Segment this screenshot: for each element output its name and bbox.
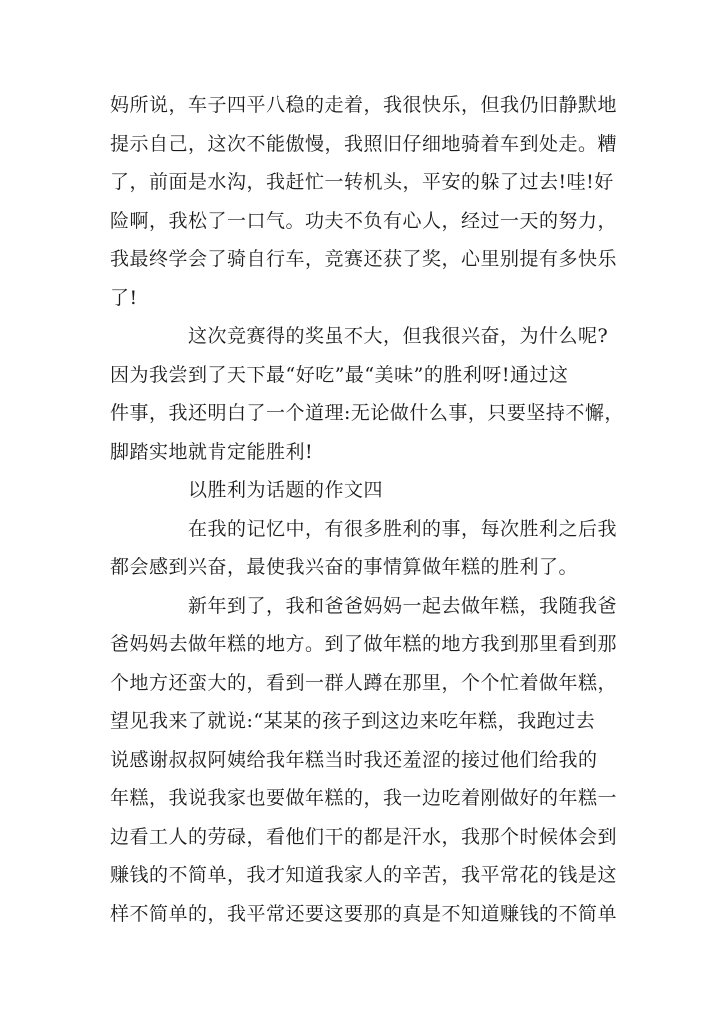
- text-line: 边看工人的劳碌，看他们干的都是汗水，我那个时候体会到: [110, 825, 618, 848]
- text-line: 了，前面是水沟，我赶忙一转机头，平安的躲了过去!哇!好: [110, 171, 614, 193]
- text-line: 个地方还蛮大的，看到一群人蹲在那里，个个忙着做年糕，: [110, 671, 618, 694]
- text-line: 了!: [110, 286, 138, 309]
- text-line: 年糕，我说我家也要做年糕的，我一边吃着刚做好的年糕一: [110, 787, 618, 809]
- text-line: 险啊，我松了一口气。功夫不负有心人，经过一天的努力，: [110, 209, 618, 232]
- text-line: 望见我来了就说:“某某的孩子到这边来吃年糕，我跑过去: [110, 710, 596, 732]
- text-line: 在我的记忆中，有很多胜利的事，每次胜利之后我: [188, 517, 618, 540]
- text-line: 件事，我还明白了一个道理:无论做什么事，只要坚持不懈，: [110, 402, 624, 424]
- text-line: 爸妈妈去做年糕的地方。到了做年糕的地方我到那里看到那: [110, 633, 618, 655]
- text-line: 脚踏实地就肯定能胜利!: [110, 440, 314, 463]
- text-line: 样不简单的，我平常还要这要那的真是不知道赚钱的不简单: [110, 902, 618, 925]
- text-line: 说感谢叔叔阿姨给我年糕当时我还羞涩的接过他们给我的: [110, 748, 598, 771]
- text-line: 提示自己，这次不能傲慢，我照旧仔细地骑着车到处走。糟: [110, 132, 618, 155]
- text-line: 这次竞赛得的奖虽不大，但我很兴奋，为什么呢?: [188, 325, 609, 347]
- essay-body: [110, 86, 630, 933]
- text-line: 妈所说，车子四平八稳的走着，我很快乐，但我仍旧静默地: [110, 94, 618, 116]
- text-line: 因为我尝到了天下最“好吃”最“美味”的胜利呀!通过这: [110, 363, 569, 386]
- text-line: 都会感到兴奋，最使我兴奋的事情算做年糕的胜利了。: [110, 556, 579, 578]
- text-line: 新年到了，我和爸爸妈妈一起去做年糕，我随我爸: [188, 594, 618, 617]
- text-line: 以胜利为话题的作文四: [188, 479, 384, 501]
- text-line: 赚钱的不简单，我才知道我家人的辛苦，我平常花的钱是这: [110, 864, 618, 886]
- text-line: 我最终学会了骑自行车，竞赛还获了奖，心里别提有多快乐: [110, 248, 618, 270]
